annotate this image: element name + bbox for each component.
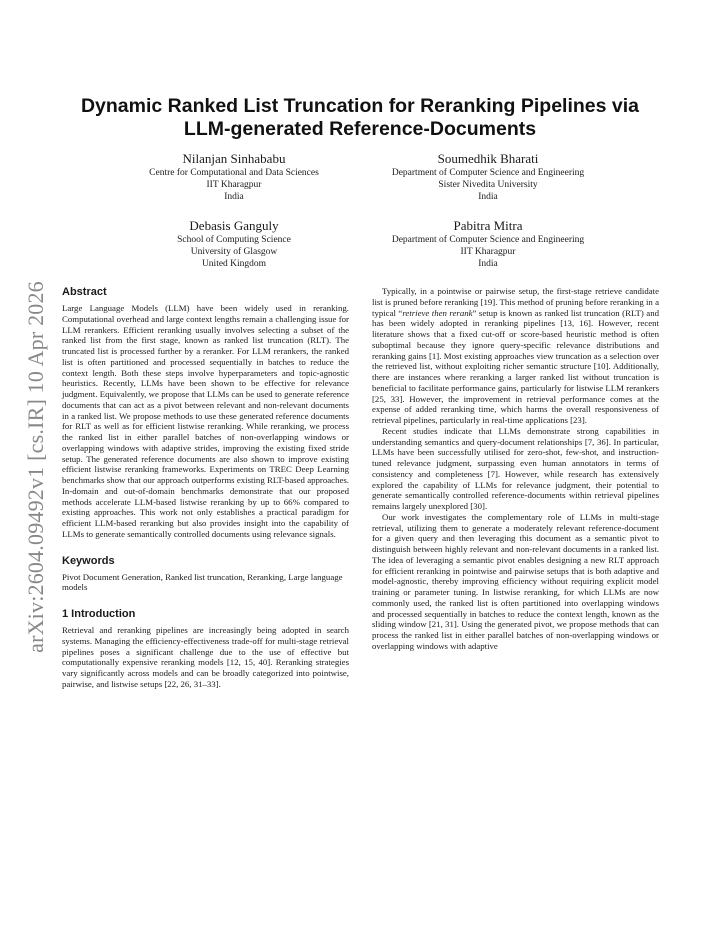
author-affiliation-line: Sister Nivedita University <box>438 180 538 190</box>
introduction-text: Retrieval and reranking pipelines are increasingly being adopted in search systems. Managing the efficiency-effectiveness trade-off for multi-stage retrieval pipelines poses a significant challenge due to the use of effective but computationally expensive reranking models [12, 15, 40]. Reranking strategies vary significantly across models and can be broadly categorized into pointwise, pairwise, and listwise setups [22, 26, 31–33]. <box>62 625 349 689</box>
intro-paragraph-3: Our work investigates the complementary role of LLMs in multi-stage retrieval, utilizing them to generate a moderately relevant reference-document for a given query and then leveraging this document as a semantic pivot to distinguish between highly relevant and non-relevant documents in a ranked list. The idea of leveraging a semantic pivot enables designing a new RLT approach for efficient reranking in pointwise and pairwise setups that is both adaptive and model-agnostic, thereby improving efficiency without requiring explicit model training or parameter tuning. In listwise reranking, for which LLMs are now commonly used, the ranked list is often partitioned into overlapping windows and processed sequentially in batches to reduce the context length, known as the sliding window [21, 31]. Using the generated pivot, we propose methods that can process the ranked list in either parallel batches of non-overlapping windows or overlapping windows with adaptive <box>372 511 659 651</box>
author-affiliation-line: IIT Kharagpur <box>460 247 516 257</box>
author-affiliation-line: United Kingdom <box>201 259 267 269</box>
keywords-heading: Keywords <box>62 554 115 567</box>
author-name: Nilanjan Sinhababu <box>182 151 286 166</box>
paper-title: Dynamic Ranked List Truncation for Reranking Pipelines via LLM-generated Reference-Documents <box>80 95 640 140</box>
author-name: Pabitra Mitra <box>453 218 523 233</box>
author-affiliation-line: Department of Computer Science and Engineering <box>391 168 585 178</box>
intro-paragraph-1 <box>372 286 659 426</box>
author-affiliation-line: Centre for Computational and Data Sciences <box>149 168 319 178</box>
author-affiliation-line: School of Computing Science <box>177 235 291 245</box>
intro-paragraph-1-text-cont: ” setup is known as ranked list truncation (RLT) and has been widely adopted in reranking pipelines [13, 16]. However, recent literature shows that a fixed cut-off or score-based heuristic method is often suboptimal because they ignore query-specific relevance distributions and reranking gains [1]. Most existing approaches view truncation as a selection over the retrieved list, without exploiting richer semantic structure [10]. Additionally, there are instances where reranking a larger ranked list without truncation is beneficial to facilitate performance gains, particularly for listwise LLM rerankers [25, 33]. However, the improvement in retrieval performance comes at the expense of added reranking time, which harms the overall responsiveness of retrieval pipelines, particularly in real-time applications [23]. <box>372 307 659 425</box>
author-name: Debasis Ganguly <box>189 218 279 233</box>
author-affiliation-line: IIT Kharagpur <box>206 180 262 190</box>
arxiv-identifier-stamp <box>16 262 56 672</box>
intro-paragraph-2: Recent studies indicate that LLMs demonstrate strong capabilities in understanding semantics and query-document relationships [7, 36]. In particular, LLMs have been successfully utilised for zero-shot, few-shot, and instruction-tuned relevance judgment, surpassing even human annotators in terms of consistency and completeness [7]. However, while research has extensively explored the capability of LLMs for relevance judgment, their potential to generate semantically controlled reference-documents within retrieval pipelines remains largely unexplored [30]. <box>372 425 659 511</box>
arxiv-identifier-text: arXiv:2604.09492v1 [cs.IR] 10 Apr 2026 <box>23 281 48 653</box>
keywords-text: Pivot Document Generation, Ranked list truncation, Reranking, Large language models <box>62 571 343 593</box>
author-affiliation-line: India <box>478 192 498 202</box>
author-affiliation-line: Department of Computer Science and Engineering <box>391 235 585 245</box>
intro-paragraph-1-text: Typically, in a pointwise or pairwise setup, the first-stage retrieve candidate list is pruned before reranking [19]. This method of pruning before reranking in a typical “ <box>372 286 659 318</box>
left-column <box>62 286 349 690</box>
author-block-2 <box>338 150 638 203</box>
author-name: Soumedhik Bharati <box>437 151 539 166</box>
abstract-heading: Abstract <box>62 286 107 298</box>
author-block-4 <box>338 217 638 270</box>
author-affiliation-line: India <box>224 192 244 202</box>
author-affiliation-line: University of Glasgow <box>190 247 278 257</box>
intro-italic-term: retrieve then rerank <box>402 307 473 318</box>
right-column <box>372 286 659 652</box>
author-affiliation-line: India <box>478 259 498 269</box>
introduction-heading: 1 Introduction <box>62 608 136 620</box>
abstract-text: Large Language Models (LLM) have been widely used in reranking. Computational overhead and large context lengths remain a challenging issue for LLM rerankers. Efficient reranking usually involves selecting a subset of the ranked list from the first stage, known as ranked list truncation (RLT). The truncated list is processed further by a reranker. For LLM rerankers, the ranked list is often partitioned and processed sequentially in batches to reduce the context length. Both these steps involve hyperparameters and topic-agnostic heuristics. Recently, LLMs have been shown to be effective for relevance judgment. Equivalently, we propose that LLMs can be used to generate reference documents that can act as a pivot between relevant and non-relevant documents in a ranked list. We propose methods to use these generated reference documents for RLT as well as for efficient listwise reranking. While reranking, we process the ranked list in either parallel batches of non-overlapping windows or overlapping windows with adaptive strides, improving the existing fixed stride setup. The generated reference documents are also shown to improve existing efficient listwise reranking frameworks. Experiments on TREC Deep Learning benchmarks show that our approach outperforms existing RLT-based approaches. In-domain and out-of-domain benchmarks demonstrate that our proposed methods accelerate LLM-based listwise reranking by up to 66% compared to existing approaches. This work not only establishes a practical paradigm for efficient LLM-based reranking but also provides insight into the capability of LLMs to generate semantically controlled documents using relevance signals. <box>62 303 349 539</box>
